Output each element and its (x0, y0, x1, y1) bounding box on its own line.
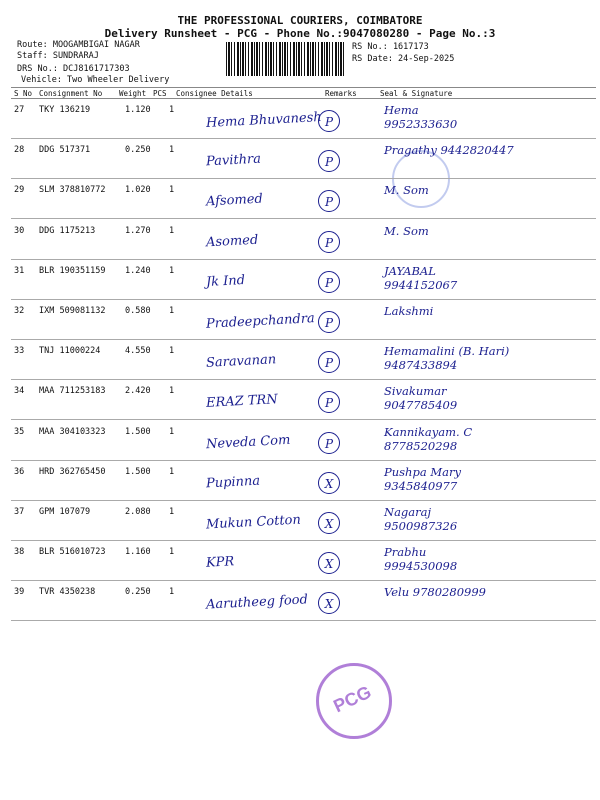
pieces-count: 1 (169, 346, 175, 357)
seal-signature: Lakshmi (384, 304, 434, 318)
col-pcs: PCS (153, 89, 167, 98)
seal-signature: JAYABAL 9944152067 (384, 263, 458, 292)
weight-value: 2.420 (125, 386, 151, 397)
row-serial-number: 32 (14, 306, 25, 316)
col-remarks: Remarks (325, 89, 357, 98)
row-serial-number: 30 (14, 225, 25, 236)
rs-date: RS Date: 24-Sep-2025 (352, 54, 455, 64)
seal-signature: Pushpa Mary 9345840977 (384, 464, 461, 493)
seal-signature: Sivakumar 9047785409 (384, 384, 458, 413)
remark-mark: P (318, 391, 340, 413)
pieces-count: 1 (169, 386, 175, 397)
table-row (0, 139, 600, 179)
remark-mark: P (318, 231, 340, 253)
seal-signature: Nagaraj 9500987326 (384, 505, 458, 533)
consignee-handwriting: Saravanan (205, 352, 277, 372)
barcode (226, 42, 344, 76)
pieces-count: 1 (169, 547, 175, 558)
weight-value: 1.500 (125, 426, 151, 437)
table-row (0, 260, 600, 300)
pcg-stamp (316, 663, 392, 739)
consignment-number: DDG 517371 (39, 145, 91, 156)
seal-signature: Prabhu 9994530098 (384, 545, 458, 574)
seal-signature: Kannikayam. C 8778520298 (384, 424, 473, 453)
remark-mark: P (318, 311, 340, 333)
table-row (0, 461, 600, 501)
pieces-count: 1 (169, 466, 175, 477)
col-consignment: Consignment No (39, 89, 103, 98)
pieces-count: 1 (169, 587, 175, 598)
row-serial-number: 36 (14, 466, 25, 477)
row-serial-number: 27 (14, 105, 25, 115)
col-seal: Seal & Signature (380, 89, 453, 98)
consignee-handwriting: Asomed (205, 232, 259, 250)
consignee-handwriting: Pavithra (205, 151, 262, 170)
seal-signature: M. Som (384, 183, 429, 198)
row-divider (11, 620, 596, 621)
weight-value: 4.550 (125, 346, 151, 357)
consignee-handwriting: Jk Ind (205, 272, 246, 290)
consignment-number: BLR 190351159 (39, 265, 106, 276)
col-weight: Weight (119, 89, 147, 98)
remark-mark: P (318, 432, 340, 454)
table-row (0, 220, 600, 260)
table-row (0, 300, 600, 340)
row-serial-number: 31 (14, 265, 25, 276)
pcg-stamp-text: PCG (330, 681, 375, 717)
weight-value: 2.080 (125, 507, 151, 517)
weight-value: 0.580 (125, 306, 151, 316)
table-row (0, 421, 600, 461)
consignee-handwriting: Pradeepchandra (205, 311, 316, 332)
table-row (0, 340, 600, 380)
remark-mark: X (318, 592, 340, 614)
seal-signature: M. Som (384, 223, 429, 238)
weight-value: 1.240 (125, 265, 151, 276)
weight-value: 0.250 (125, 145, 151, 156)
table-row (0, 179, 600, 219)
remark-mark: X (318, 552, 340, 574)
remark-mark: P (318, 351, 340, 373)
staff-label: Staff: SUNDRARAJ (17, 51, 99, 61)
pieces-count: 1 (169, 306, 175, 316)
table-row (0, 581, 600, 621)
consignee-handwriting: Neveda Com (205, 432, 291, 452)
col-consignee: Consignee Details (176, 89, 253, 98)
row-serial-number: 33 (14, 346, 25, 357)
consignment-number: SLM 378810772 (39, 185, 106, 196)
drs-number: DRS No.: DCJ8161717303 (17, 64, 130, 74)
row-serial-number: 28 (14, 145, 25, 156)
table-row (0, 99, 600, 139)
consignment-number: BLR 516010723 (39, 547, 106, 558)
seal-signature: Velu 9780280999 (384, 585, 486, 600)
weight-value: 1.500 (125, 466, 151, 477)
remark-mark: P (318, 150, 340, 172)
consignment-number: GPM 107079 (39, 507, 91, 517)
consignment-number: TKY 136219 (39, 105, 91, 115)
weight-value: 1.160 (125, 547, 151, 558)
vehicle-label: Vehicle: Two Wheeler Delivery (21, 75, 170, 85)
header-top-rule (11, 87, 596, 88)
consignment-number: HRD 362765450 (39, 466, 106, 477)
row-serial-number: 37 (14, 507, 25, 517)
weight-value: 0.250 (125, 587, 151, 598)
seal-signature: Hemamalini (B. Hari) 9487433894 (384, 344, 510, 373)
pieces-count: 1 (169, 426, 175, 437)
runsheet-subtitle: Delivery Runsheet - PCG - Phone No.:9047080280 - Page No.:3 (104, 27, 496, 40)
consignment-number: TNJ 11000224 (39, 346, 101, 357)
rs-number: RS No.: 1617173 (352, 42, 429, 52)
row-serial-number: 34 (14, 386, 25, 397)
weight-value: 1.020 (125, 185, 151, 196)
consignee-handwriting: KPR (205, 554, 235, 571)
pieces-count: 1 (169, 225, 175, 236)
pieces-count: 1 (169, 145, 175, 156)
seal-signature: Pragathy 9442820447 (384, 143, 514, 158)
consignee-handwriting: Aarutheeg food (205, 592, 309, 614)
row-serial-number: 38 (14, 547, 25, 558)
table-row (0, 541, 600, 581)
remark-mark: P (318, 271, 340, 293)
route-label: Route: MOOGAMBIGAI NAGAR (17, 40, 140, 50)
col-sno: S No (14, 89, 33, 98)
consignment-number: MAA 711253183 (39, 386, 106, 397)
pieces-count: 1 (169, 265, 175, 276)
consignment-number: TVR 4350238 (39, 587, 96, 598)
row-serial-number: 35 (14, 426, 25, 437)
remark-mark: X (318, 472, 340, 494)
table-row (0, 380, 600, 420)
weight-value: 1.120 (125, 105, 151, 115)
pieces-count: 1 (169, 507, 175, 517)
consignee-handwriting: Pupinna (205, 473, 261, 492)
pieces-count: 1 (169, 105, 175, 115)
remark-mark: P (318, 110, 340, 132)
company-title: THE PROFESSIONAL COURIERS, COIMBATORE (177, 14, 423, 27)
consignment-number: MAA 304103323 (39, 426, 106, 437)
remark-mark: P (318, 190, 340, 212)
row-serial-number: 29 (14, 185, 25, 196)
consignee-handwriting: Hema Bhuvanesh (205, 109, 323, 132)
consignee-handwriting: Afsomed (205, 191, 264, 210)
seal-signature: Hema 9952333630 (384, 103, 458, 131)
consignment-number: IXM 509081132 (39, 306, 106, 316)
weight-value: 1.270 (125, 225, 151, 236)
consignee-handwriting: Mukun Cotton (205, 512, 302, 533)
remark-mark: X (318, 512, 340, 534)
row-serial-number: 39 (14, 587, 25, 598)
pieces-count: 1 (169, 185, 175, 196)
table-row (0, 501, 600, 541)
consignee-handwriting: ERAZ TRN (205, 392, 279, 412)
consignment-number: DDG 1175213 (39, 225, 96, 236)
